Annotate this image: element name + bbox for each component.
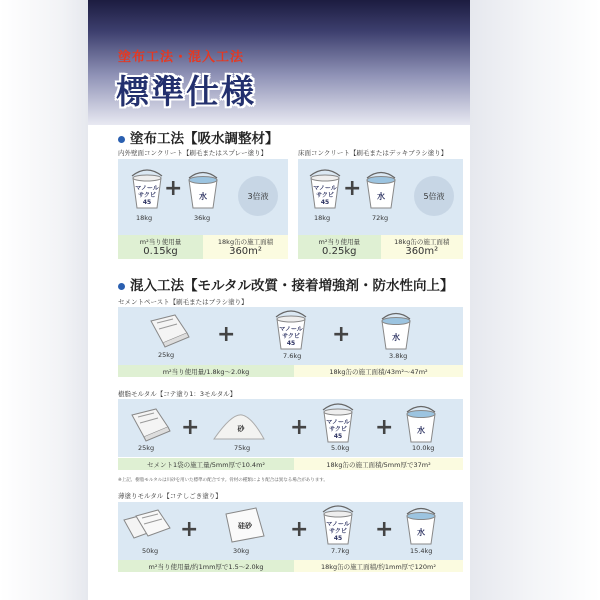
sakubi-can-icon (272, 309, 310, 351)
resin-mortar-product-weight: 5.0kg (331, 444, 350, 452)
cement-paste-caption: セメントペースト【刷毛またはブラシ塗り】 (118, 298, 248, 306)
cement-paste-area: 18kg缶の施工面積/43m²～47m² (294, 365, 463, 377)
resin-mortar-spec-strip (118, 458, 463, 470)
svg-text:45: 45 (333, 535, 343, 542)
svg-text:水: 水 (392, 333, 400, 342)
section-heading-coating-text: 塗布工法【吸水調整材】 (130, 131, 279, 147)
thin-mortar-usage: m²当り使用量/約1mm厚で1.5～2.0kg (118, 560, 294, 572)
cement-paste-usage: m²当り使用量/1.8kg～2.0kg (118, 365, 294, 377)
coating-wall-caption: 内外壁面コンクリート【刷毛またはスプレー塗り】 (118, 149, 268, 157)
plus-icon: + (343, 176, 362, 201)
svg-text:水: 水 (199, 192, 207, 201)
water-bucket-icon (185, 170, 221, 210)
plus-icon: + (375, 517, 394, 542)
svg-text:水: 水 (377, 192, 385, 201)
svg-text:サクビ: サクビ (329, 528, 347, 535)
thin-mortar-water-weight: 15.4kg (410, 547, 433, 555)
mix-note: ※上記、樹脂モルタルは川砂を用いた標準の配合です。骨材の種類により配合は異なる場合があります。 (118, 478, 328, 483)
svg-text:45: 45 (286, 340, 296, 347)
dilution-badge: 3倍液 (238, 176, 278, 216)
coating-wall-product-weight: 18kg (136, 214, 153, 222)
page-title: 標準仕様 (116, 72, 256, 111)
plus-icon: + (180, 517, 199, 542)
svg-text:マノール: マノール (279, 326, 303, 333)
sakubi-can-icon (319, 402, 357, 444)
svg-text:サクビ: サクビ (329, 426, 347, 433)
resin-mortar-cement-weight: 25kg (138, 444, 155, 452)
plus-icon: + (164, 176, 183, 201)
thin-mortar-area: 18kg缶の施工面積/約1mm厚で120m² (294, 560, 463, 572)
svg-text:45: 45 (333, 433, 343, 440)
cement-paste-water-weight: 3.8kg (389, 352, 408, 360)
sakubi-can-icon (128, 168, 166, 210)
cement-bag-icon (145, 313, 191, 349)
svg-text:45: 45 (142, 199, 152, 206)
area-label: 18kg缶の施工面積 (394, 238, 450, 246)
thin-mortar-silica-weight: 30kg (233, 547, 250, 555)
svg-text:マノール: マノール (326, 419, 350, 426)
dilution-badge: 5倍液 (414, 176, 454, 216)
area-value: 360m² (229, 246, 262, 257)
plus-icon: + (375, 415, 394, 440)
sand-label: 砂 (237, 425, 245, 433)
silica-label: 硅砂 (238, 522, 252, 530)
svg-text:サクビ: サクビ (138, 192, 156, 199)
thin-mortar-caption: 薄塗りモルタル【コテしごき塗り】 (118, 492, 222, 500)
water-bucket-icon (403, 404, 439, 444)
water-bucket-icon (403, 506, 439, 546)
resin-mortar-caption: 樹脂モルタル【コテ塗り1：3モルタル】 (118, 390, 237, 398)
sand-pile-icon (212, 409, 266, 443)
plus-icon: + (290, 415, 309, 440)
resin-mortar-usage: セメント1袋の施工量/5mm厚で10.4m² (118, 458, 294, 470)
sakubi-can-icon (306, 168, 344, 210)
svg-text:サクビ: サクビ (282, 333, 300, 340)
usage-label: m²当り使用量 (139, 238, 182, 246)
svg-text:水: 水 (417, 528, 425, 537)
plus-icon: + (181, 415, 200, 440)
sakubi-can-icon (319, 504, 357, 546)
coating-floor-spec-strip (298, 235, 463, 259)
svg-text:マノール: マノール (326, 521, 350, 528)
coating-wall-water-weight: 36kg (194, 214, 211, 222)
resin-mortar-area: 18kg缶の施工面積/5mm厚で37m² (294, 458, 463, 470)
section-heading-coating (118, 127, 279, 147)
resin-mortar-sand-weight: 75kg (234, 444, 251, 452)
cement-bags-icon (122, 508, 174, 548)
silica-sand-bag-icon (222, 506, 268, 544)
area-label: 18kg缶の施工面積 (217, 238, 274, 246)
thin-mortar-spec-strip (118, 560, 463, 572)
coating-floor-caption: 床面コンクリート【刷毛またはデッキブラシ塗り】 (298, 149, 448, 157)
section-heading-mixing-text: 混入工法【モルタル改質・接着増強剤・防水性向上】 (130, 278, 454, 294)
thin-mortar-product-weight: 7.7kg (331, 547, 350, 555)
plus-icon: + (290, 517, 309, 542)
coating-wall-spec-strip (118, 235, 288, 259)
area-value: 360m² (405, 246, 439, 257)
right-background-band (470, 0, 600, 600)
usage-label: m²当り使用量 (318, 238, 360, 246)
section-heading-mixing (118, 274, 453, 294)
cement-paste-cement-weight: 25kg (158, 351, 175, 359)
svg-text:水: 水 (417, 426, 425, 435)
usage-value: 0.25kg (322, 246, 357, 257)
cement-paste-product-weight: 7.6kg (283, 352, 302, 360)
bullet-icon (118, 283, 125, 290)
bullet-icon (118, 136, 125, 143)
plus-icon: + (332, 322, 351, 347)
water-bucket-icon (363, 170, 399, 210)
svg-text:マノール: マノール (135, 185, 159, 192)
resin-mortar-water-weight: 10.0kg (412, 444, 435, 452)
thin-mortar-cement-weight: 50kg (142, 547, 159, 555)
cement-paste-spec-strip (118, 365, 463, 377)
coating-floor-water-weight: 72kg (372, 214, 389, 222)
cement-bag-icon (126, 407, 172, 443)
coating-floor-product-weight: 18kg (314, 214, 331, 222)
water-bucket-icon (378, 311, 414, 351)
svg-text:マノール: マノール (313, 185, 337, 192)
svg-text:45: 45 (320, 199, 330, 206)
usage-value: 0.15kg (143, 246, 178, 257)
page-subtitle: 塗布工法・混入工法 (118, 50, 245, 65)
left-background-band (0, 0, 88, 600)
plus-icon: + (217, 322, 236, 347)
svg-text:サクビ: サクビ (316, 192, 334, 199)
